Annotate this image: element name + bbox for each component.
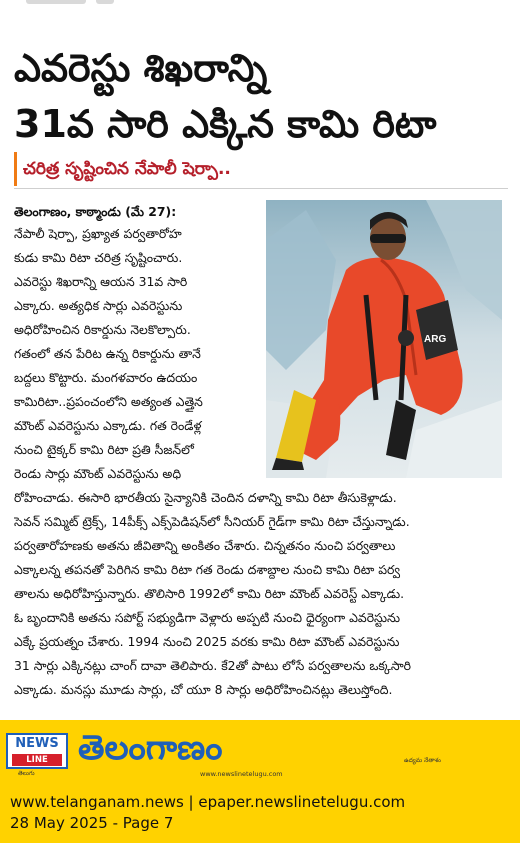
article-line: తాలను అధిరోహిస్తున్నారు. తొలిసారి 1992లో కామి రిటా మౌంట్ ఎవరెస్ట్ ఎక్కాడు. — [14, 586, 405, 601]
article-line: ఎవరెస్టు శిఖరాన్ని ఆయన 31వ సారి — [14, 274, 188, 289]
article-line: గతంలో తన పేరిట ఉన్న రికార్డును తానే — [14, 346, 201, 361]
brand-logo[interactable]: తెలంగాణం — [78, 728, 223, 768]
divider — [14, 188, 508, 189]
article-line: నుంచి టైక్కర్ కామి రిటా ప్రతి సీజన్‌లో — [14, 442, 194, 457]
footer — [0, 720, 520, 843]
article-line: కుడు కామి రిటా చరిత్ర సృష్టించారు. — [14, 250, 183, 265]
article-line: సెవన్ సమ్మిట్ ట్రెక్స్, 14పీక్స్ ఎక్స్‌పెడిషన్‌లో సీనియర్ గైడ్‌గా కామి రిటా చేస్తున్నాడు. — [14, 514, 410, 529]
brand-tagline: ఉద్యమ నేతాశం — [404, 757, 442, 764]
climber-illustration — [266, 200, 502, 478]
footer-date-page: 28 May 2025 - Page 7 — [10, 814, 174, 832]
headline-line-2: 31వ సారి ఎక్కిన కామి రిటా — [14, 102, 437, 146]
article-line: ఓ బృందానికి అతను సపోర్ట్ సభ్యుడిగా వెళ్లారు అప్పటి నుంచి ధైర్యంగా ఎవరెస్టును — [14, 610, 401, 625]
article-line: ఎక్కాడు. మనస్లు మూడు సార్లు, చో యూ 8 సార్లు అధిరోహించినట్లు తెలుస్తోంది. — [14, 682, 393, 697]
article-line: పర్వతారోహణకు అతను జీవితాన్ని అంకితం చేశారు. చిన్నతనం నుంచి పర్వతాలు — [14, 538, 396, 553]
article-line: రోహించాడు. ఈసారి భారతీయ సైన్యానికి చెందిన దళాన్ని కామి రిటా తీసుకెళ్లాడు. — [14, 490, 397, 505]
logo-line-text: LINE — [12, 754, 62, 766]
logo-sub-text: తెలుగు — [18, 770, 35, 777]
article-line: మౌంట్ ఎవరెస్టును ఎక్కాడు. గత రెండేళ్ల — [14, 418, 202, 433]
headline — [14, 40, 510, 152]
headline-line-1: ఎవరెస్టు శిఖరాన్ని — [14, 46, 268, 90]
subheadline: చరిత్ర సృష్టించిన నేపాలీ షెర్పా.. — [14, 152, 510, 186]
brand-site[interactable]: www.newslinetelugu.com — [200, 770, 283, 778]
article-line: అధిరోహించిన రికార్డును నెలకొల్పారు. — [14, 322, 191, 337]
article-line: రెండు సార్లు మౌంట్ ఎవరెస్టును అధి — [14, 466, 182, 481]
article-line: ఎక్కాలన్న తపనతో పెరిగిన కామి రిటా గత రెండు దశాబ్దాల నుంచి కామి రిటా పర్వ — [14, 562, 401, 577]
footer-urls[interactable]: www.telanganam.news | epaper.newslinetelugu.com — [10, 793, 406, 811]
cropped-top-strip — [0, 0, 520, 10]
article-line: నేపాలీ షెర్పా, ప్రఖ్యాత పర్వతారోహ — [14, 226, 182, 241]
article-line: ఎక్కారు. అత్యధిక సార్లు ఎవరెస్టును — [14, 298, 183, 313]
newsline-logo[interactable] — [6, 733, 68, 769]
article-line: బద్దలు కొట్టారు. మంగళవారం ఉదయం — [14, 370, 198, 385]
logo-news-text: NEWS — [15, 736, 59, 751]
jacket-text: ARG — [424, 334, 447, 345]
article-dateline: తెలంగాణం, కాఠ్మాండు (మే 27): — [14, 204, 177, 219]
article-line: ఎక్కే ప్రయత్నం చేశారు. 1994 నుంచి 2025 వరకు కామి రిటా మౌంట్ ఎవరెస్టును — [14, 634, 400, 649]
climber-photo — [266, 200, 502, 478]
article-line: 31 సార్లు ఎక్కినట్లు చాంగ్ దావా తెలిపారు. కే2తో పాటు లోసే పర్వతాలను ఒక్కసారి — [14, 658, 411, 673]
article-line: కామిరిటా..ప్రపంచంలోని అత్యంత ఎత్తైన — [14, 394, 203, 409]
